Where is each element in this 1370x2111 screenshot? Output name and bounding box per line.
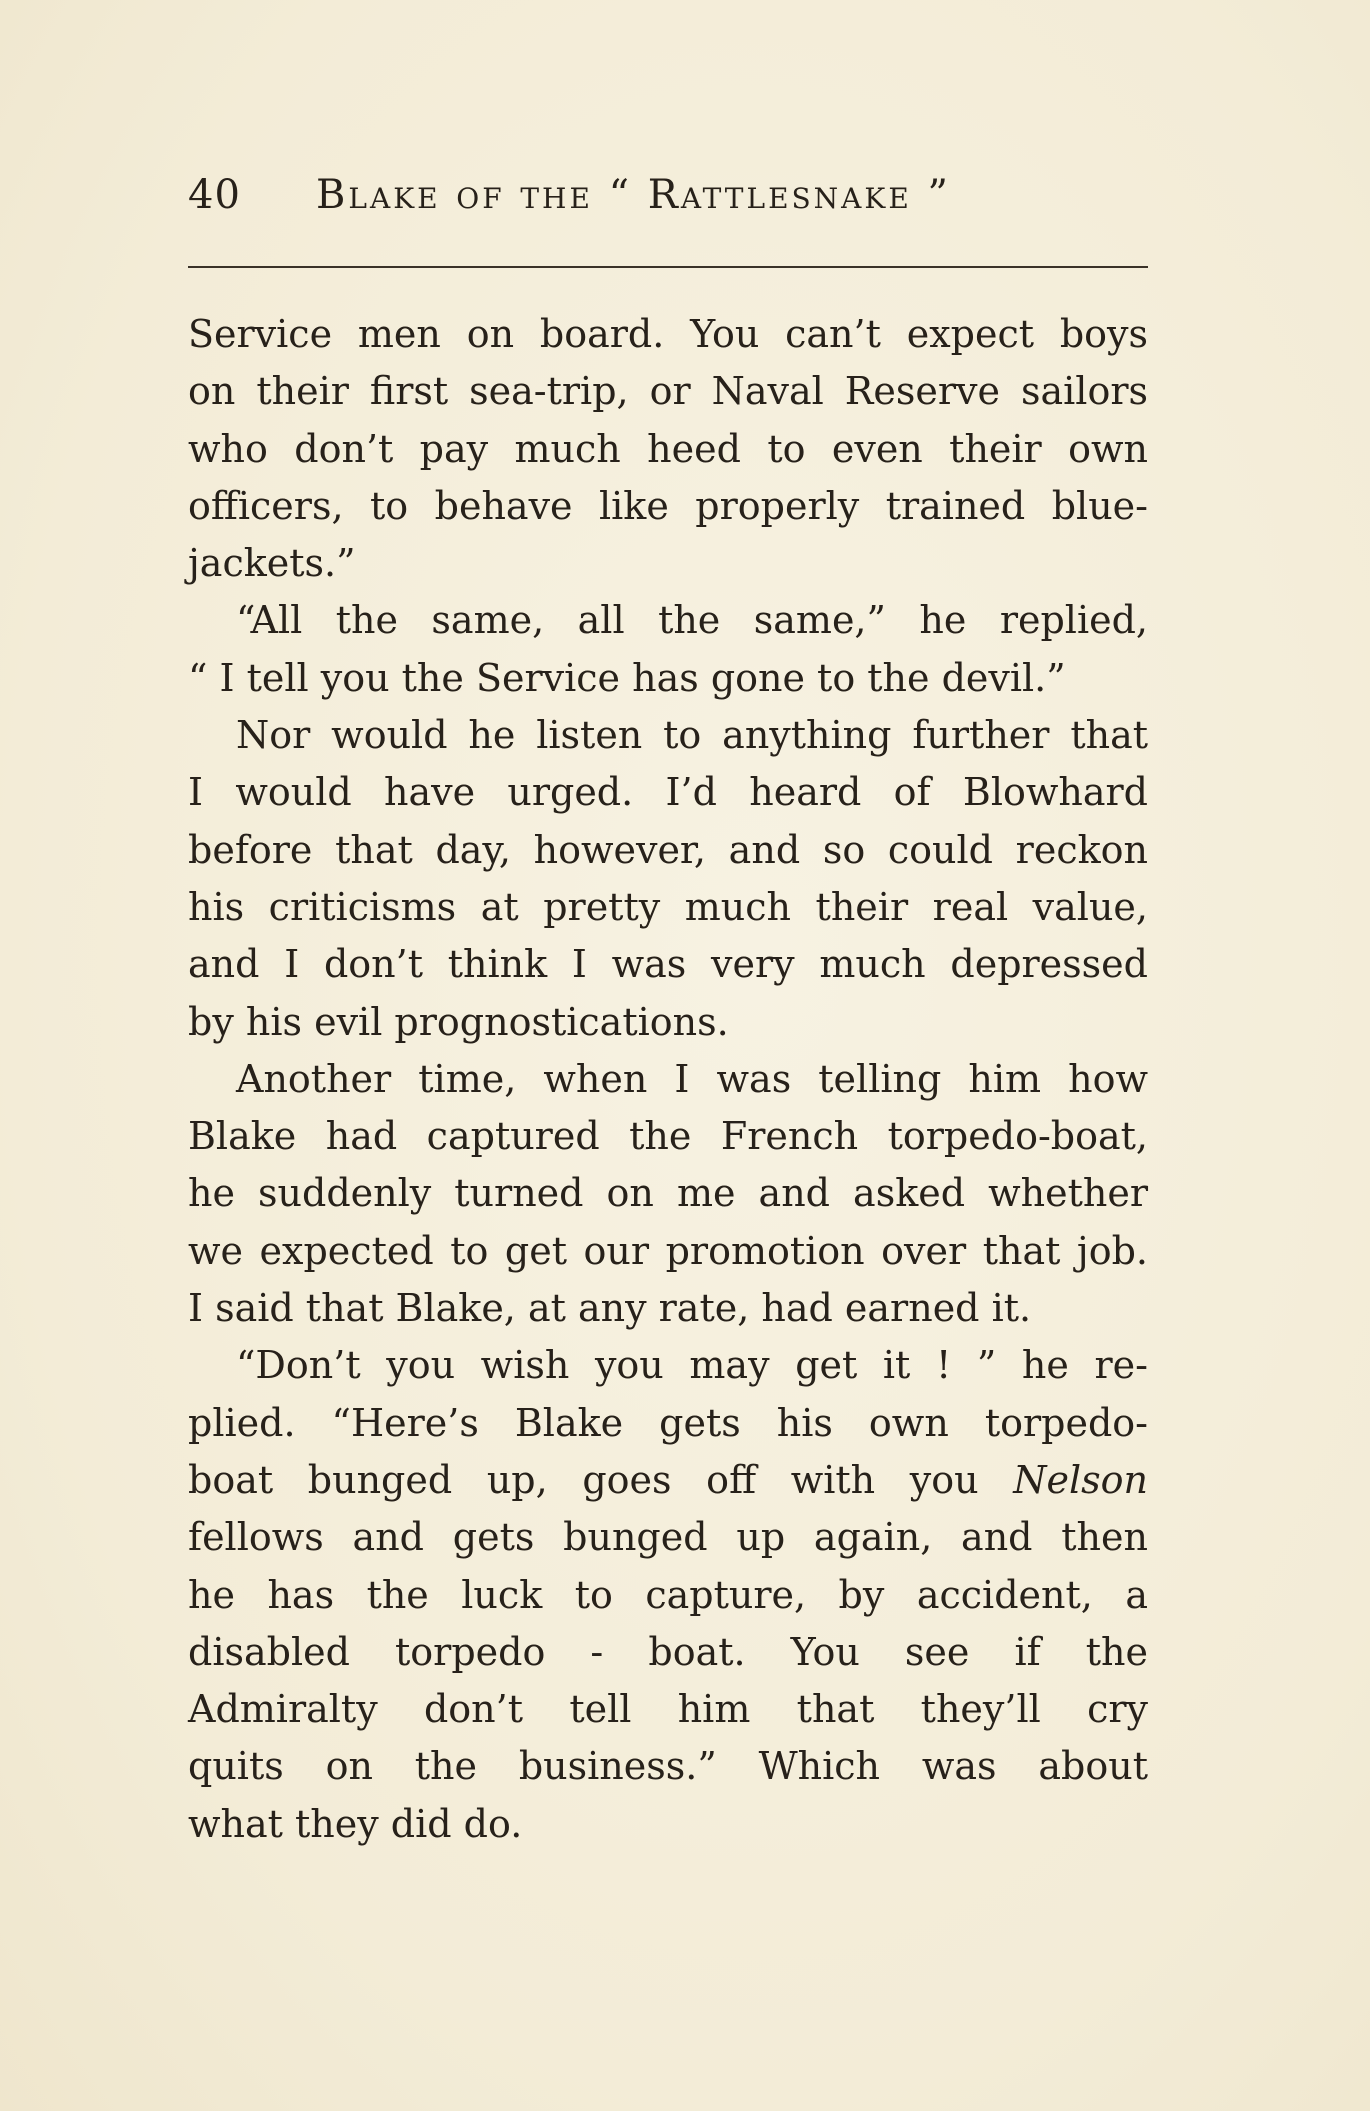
text-line-content: Admiralty don’t tell him that they’ll cry: [188, 1687, 1148, 1732]
text-line: [188, 1796, 1148, 1853]
body-text: [188, 306, 1148, 1853]
text-line-content: “ I tell you the Service has gone to the devil.”: [188, 655, 1066, 700]
text-line-content: he suddenly turned on me and asked whether: [188, 1171, 1148, 1216]
text-line-content: and I don’t think I was very much depressed: [188, 942, 1148, 987]
text-line-content: on their first sea-trip, or Naval Reserve sailors: [188, 369, 1148, 414]
text-line-content: Another time, when I was telling him how: [236, 1056, 1148, 1101]
text-line: [188, 1280, 1148, 1337]
text-line-content: before that day, however, and so could reckon: [188, 827, 1148, 872]
text-line: [188, 1165, 1148, 1222]
text-line: [188, 1223, 1148, 1280]
text-line: [188, 1738, 1148, 1795]
text-line: [188, 1509, 1148, 1566]
text-line: [188, 1395, 1148, 1452]
text-line-content: “Don’t you wish you may get it ! ” he re-: [236, 1343, 1148, 1388]
text-line-content: jackets.”: [188, 541, 356, 586]
text-line: [188, 535, 1148, 592]
text-line: [188, 936, 1148, 993]
text-line: [188, 1681, 1148, 1738]
text-line: [188, 421, 1148, 478]
text-line: [188, 1624, 1148, 1681]
text-line-content: Nor would he listen to anything further that: [236, 713, 1148, 758]
text-line: [188, 822, 1148, 879]
text-line-content: we expected to get our promotion over that job.: [188, 1228, 1148, 1273]
text-line: [188, 1108, 1148, 1165]
text-line-content: his criticisms at pretty much their real value,: [188, 884, 1148, 929]
text-line: [188, 363, 1148, 420]
text-line-content: Blake had captured the French torpedo-boat,: [188, 1114, 1148, 1159]
text-line: [188, 1452, 1148, 1509]
text-line: [188, 879, 1148, 936]
text-line: [188, 592, 1148, 649]
text-line: [188, 707, 1148, 764]
text-line: [188, 306, 1148, 363]
text-line-content: he has the luck to capture, by accident, a: [188, 1572, 1148, 1617]
text-line: [188, 994, 1148, 1051]
text-line-content: fellows and gets bunged up again, and then: [188, 1515, 1148, 1560]
text-line: [188, 764, 1148, 821]
text-line-content: plied. “Here’s Blake gets his own torpedo-: [188, 1400, 1148, 1445]
text-line: [188, 650, 1148, 707]
italic-word: Nelson: [1013, 1457, 1148, 1502]
header-rule: [188, 266, 1148, 268]
text-line-content: disabled torpedo - boat. You see if the: [188, 1629, 1148, 1674]
text-line: [188, 1567, 1148, 1624]
text-line: [188, 1337, 1148, 1394]
text-line-content: who don’t pay much heed to even their own: [188, 426, 1148, 471]
text-line-content: I would have urged. I’d heard of Blowhard: [188, 770, 1148, 815]
running-title: Blake of the “ Rattlesnake ”: [316, 172, 951, 218]
page-number: 40: [188, 172, 241, 218]
text-line-content: “All the same, all the same,” he replied,: [236, 598, 1148, 643]
text-line: [188, 1051, 1148, 1108]
text-line: [188, 478, 1148, 535]
text-line-content: I said that Blake, at any rate, had earned it.: [188, 1286, 1032, 1331]
text-line-content: boat bunged up, goes off with you: [188, 1457, 1014, 1502]
text-line-content: what they did do.: [188, 1801, 523, 1846]
text-line-content: by his evil prognostications.: [188, 999, 729, 1044]
text-line-content: officers, to behave like properly trained blue-: [188, 483, 1148, 528]
text-line-content: quits on the business.” Which was about: [188, 1744, 1148, 1789]
text-line-content: Service men on board. You can’t expect boys: [188, 312, 1148, 356]
running-head: [188, 172, 1148, 228]
